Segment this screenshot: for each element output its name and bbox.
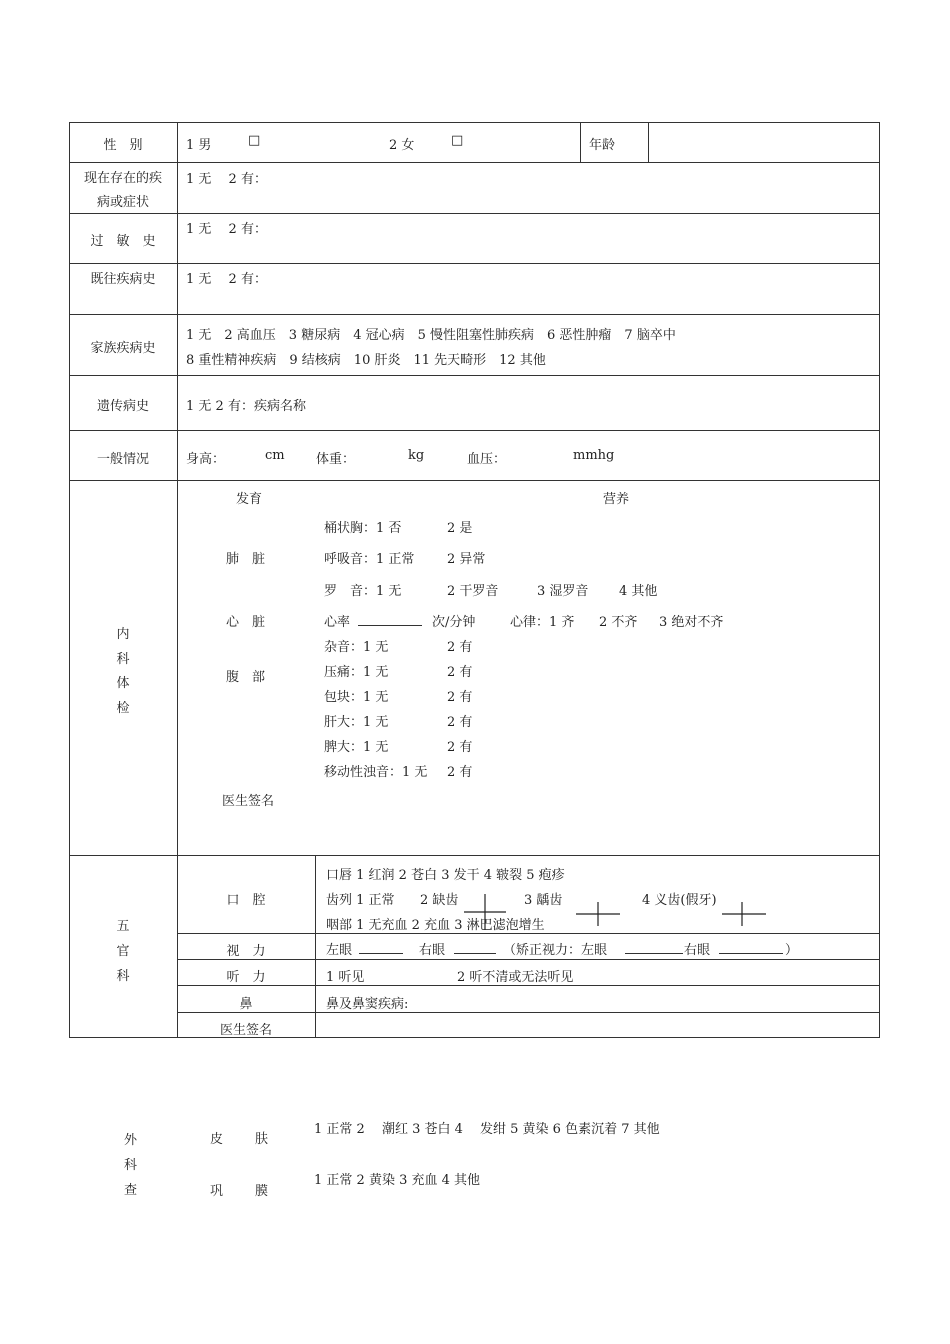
surgery-label-1: 外: [124, 1133, 138, 1148]
current-disease-options[interactable]: 1 无 2 有：: [186, 172, 267, 187]
height-unit: cm: [265, 448, 285, 463]
row-divider: [69, 314, 880, 315]
family-history-line1[interactable]: 1 无 2 高血压 3 糖尿病 4 冠心病 5 慢性阻塞性肺疾病 6 恶性肿瘤 7 脑卒中: [186, 328, 676, 343]
lips-options[interactable]: 口唇 1 红润 2 苍白 3 发干 4 皲裂 5 疱疹: [326, 868, 565, 883]
development-label: 发育: [236, 492, 263, 507]
family-history-line2[interactable]: 8 重性精神疾病 9 结核病 10 肝炎 11 先天畸形 12 其他: [186, 353, 546, 368]
facial-doctor-signature-field[interactable]: [317, 1014, 878, 1036]
abdomen-label: 腹 部: [226, 670, 266, 685]
breath-option-2[interactable]: 2 异常: [447, 552, 486, 567]
murmur-option-1[interactable]: 杂音：1 无: [324, 640, 389, 655]
genetic-history-options[interactable]: 1 无 2 有：疾病名称: [186, 399, 306, 414]
weight-label: 体重：: [316, 452, 356, 467]
vision-corrected-right-label: 右眼: [684, 943, 711, 958]
shifting-dullness-option-1[interactable]: 移动性浊音：1 无: [324, 765, 428, 780]
female-checkbox[interactable]: □: [451, 133, 464, 148]
family-history-label: 家族疾病史: [90, 341, 156, 356]
general-label: 一般情况: [96, 452, 149, 467]
height-label: 身高：: [186, 452, 226, 467]
column-divider: [315, 855, 316, 1038]
oral-label: 口 腔: [226, 893, 266, 908]
vision-corrected-label: （矫正视力：左眼: [503, 943, 608, 958]
facial-label-3: 科: [116, 969, 130, 984]
shifting-dullness-option-2[interactable]: 2 有: [447, 765, 473, 780]
surgery-label-2: 科: [124, 1158, 138, 1173]
mass-option-2[interactable]: 2 有: [447, 690, 473, 705]
vision-corrected-left-input[interactable]: [625, 939, 683, 954]
vision-left-input[interactable]: [359, 939, 403, 954]
spleen-option-2[interactable]: 2 有: [447, 740, 473, 755]
row-divider: [69, 263, 880, 264]
rales-option-1[interactable]: 罗 音：1 无: [324, 584, 402, 599]
heart-rate-unit: 次/分钟: [432, 615, 476, 630]
row-divider: [69, 855, 880, 856]
row-divider: [177, 959, 880, 960]
pharynx-options[interactable]: 咽部 1 无充血 2 充血 3 淋巴滤泡增生: [326, 918, 545, 933]
nose-label: 鼻: [239, 997, 253, 1012]
mass-option-1[interactable]: 包块：1 无: [324, 690, 389, 705]
sclera-label: 巩 膜: [210, 1184, 271, 1199]
vision-right-label: 右眼: [419, 943, 446, 958]
row-divider: [177, 1012, 880, 1013]
current-disease-label-line1: 现在存在的疾: [83, 171, 162, 186]
vision-close-paren: ）: [785, 943, 799, 958]
row-divider: [69, 430, 880, 431]
blood-pressure-unit: mmhg: [573, 448, 615, 463]
sex-label: 性 别: [103, 138, 143, 153]
rhythm-option-1[interactable]: 心律：1 齐: [510, 615, 575, 630]
vision-left-label: 左眼: [326, 943, 353, 958]
nutrition-label: 营养: [603, 492, 630, 507]
current-disease-label-line2: 病或症状: [96, 195, 149, 210]
spleen-option-1[interactable]: 脾大：1 无: [324, 740, 389, 755]
skin-label: 皮 肤: [210, 1132, 271, 1147]
age-input[interactable]: [650, 124, 878, 160]
teeth-option-1[interactable]: 齿列 1 正常: [326, 893, 395, 908]
vision-label: 视 力: [226, 944, 266, 959]
weight-unit: kg: [408, 448, 425, 463]
row-divider: [69, 375, 880, 376]
lung-label: 肺 脏: [226, 552, 266, 567]
teeth-option-3[interactable]: 3 龋齿: [524, 893, 563, 908]
dental-chart-crosses: [460, 890, 770, 932]
internal-label-3: 体: [116, 676, 130, 691]
past-history-options[interactable]: 1 无 2 有：: [186, 272, 267, 287]
murmur-option-2[interactable]: 2 有: [447, 640, 473, 655]
rales-option-4[interactable]: 4 其他: [619, 584, 658, 599]
sex-female: 2 女: [389, 138, 415, 153]
male-checkbox[interactable]: □: [248, 133, 261, 148]
allergy-label: 过 敏 史: [90, 234, 156, 249]
allergy-options[interactable]: 1 无 2 有：: [186, 222, 267, 237]
row-divider: [177, 933, 880, 934]
internal-doctor-signature-label: 医生签名: [222, 794, 275, 809]
nose-disease-field[interactable]: 鼻及鼻窦疾病:: [326, 997, 409, 1012]
rales-option-2[interactable]: 2 干罗音: [447, 584, 499, 599]
barrel-chest-option-2[interactable]: 2 是: [447, 521, 473, 536]
liver-option-2[interactable]: 2 有: [447, 715, 473, 730]
genetic-history-label: 遗传病史: [96, 399, 149, 414]
rhythm-option-2[interactable]: 2 不齐: [599, 615, 638, 630]
facial-doctor-signature-label: 医生签名: [219, 1023, 272, 1038]
vision-corrected-right-input[interactable]: [719, 939, 783, 954]
internal-label-1: 内: [116, 627, 130, 642]
rhythm-option-3[interactable]: 3 绝对不齐: [659, 615, 724, 630]
internal-label-2: 科: [116, 652, 130, 667]
column-divider: [648, 122, 649, 162]
row-divider: [177, 985, 880, 986]
tenderness-option-1[interactable]: 压痛：1 无: [324, 665, 389, 680]
sclera-options[interactable]: 1 正常 2 黄染 3 充血 4 其他: [314, 1173, 481, 1188]
row-divider: [69, 213, 880, 214]
heart-label: 心 脏: [226, 615, 266, 630]
hearing-option-1[interactable]: 1 听见: [326, 970, 365, 985]
age-label: 年龄: [589, 138, 616, 153]
breath-option-1[interactable]: 呼吸音：1 正常: [324, 552, 415, 567]
sex-male: 1 男: [186, 138, 212, 153]
facial-label-2: 官: [116, 944, 130, 959]
row-divider: [69, 162, 880, 163]
facial-label-1: 五: [116, 919, 130, 934]
hearing-label: 听 力: [226, 970, 266, 985]
hearing-option-2[interactable]: 2 听不清或无法听见: [457, 970, 574, 985]
skin-options[interactable]: 1 正常 2 潮红 3 苍白 4 发绀 5 黄染 6 色素沉着 7 其他: [314, 1122, 660, 1137]
heart-rate-input[interactable]: [358, 611, 422, 626]
internal-label-4: 检: [116, 701, 130, 716]
liver-option-1[interactable]: 肝大：1 无: [324, 715, 389, 730]
vision-right-input[interactable]: [454, 939, 496, 954]
tenderness-option-2[interactable]: 2 有: [447, 665, 473, 680]
teeth-option-4[interactable]: 4 义齿(假牙): [642, 893, 717, 908]
blood-pressure-label: 血压：: [467, 452, 507, 467]
past-history-label: 既往疾病史: [90, 272, 156, 287]
teeth-option-2[interactable]: 2 缺齿: [420, 893, 459, 908]
rales-option-3[interactable]: 3 湿罗音: [537, 584, 589, 599]
barrel-chest-option-1[interactable]: 桶状胸：1 否: [324, 521, 402, 536]
column-divider: [580, 122, 581, 162]
heart-rate-label: 心率: [324, 615, 351, 630]
surgery-label-3: 查: [124, 1183, 138, 1198]
row-divider: [69, 480, 880, 481]
